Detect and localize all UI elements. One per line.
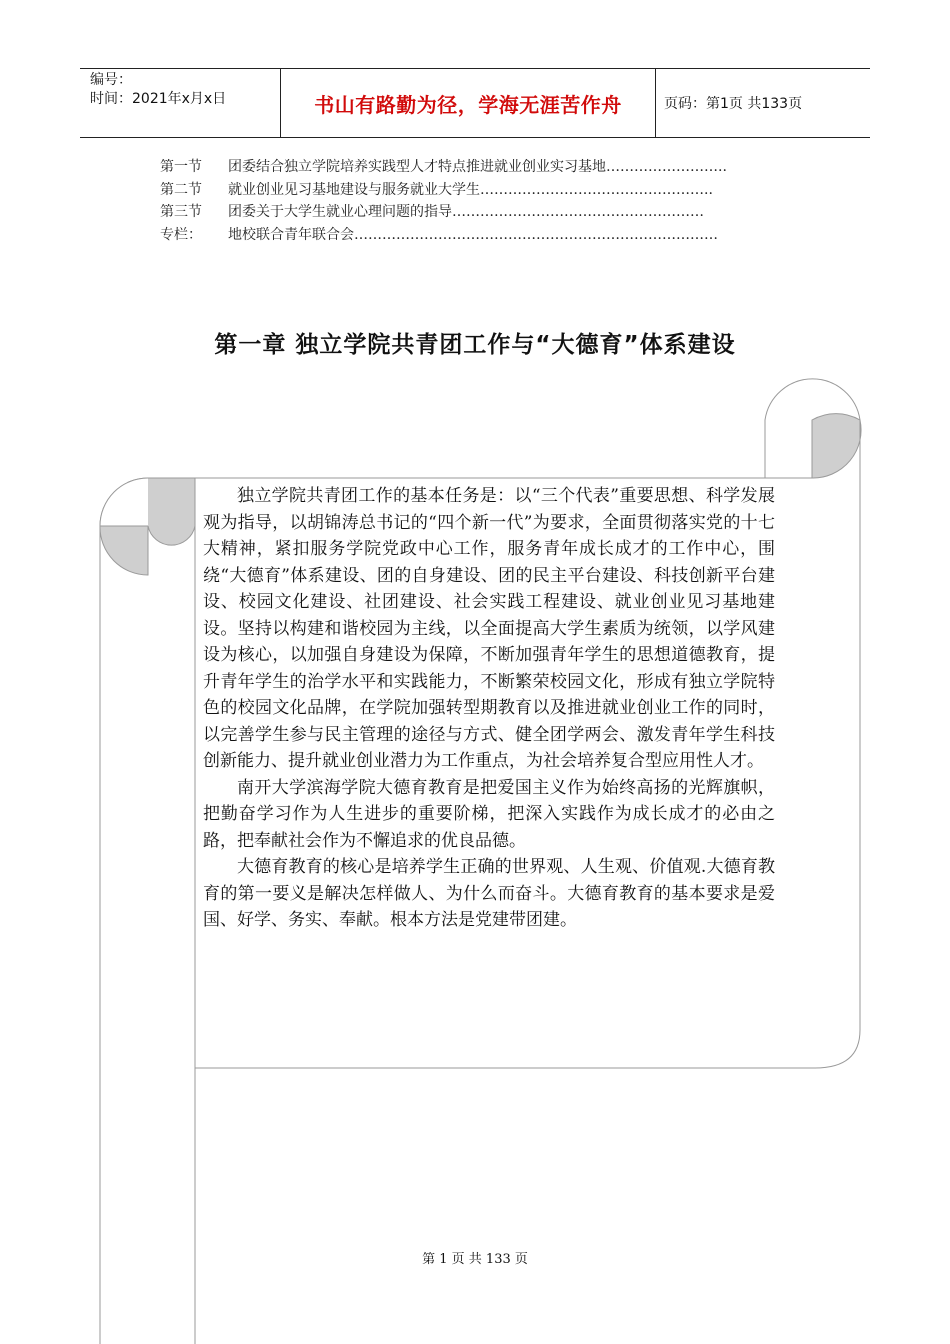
toc-entry-label: 第三节 <box>160 204 202 220</box>
page-footer: 第 1 页 共 133 页 <box>422 1252 528 1267</box>
body-paragraph: 独立学院共青团工作的基本任务是：以“三个代表”重要思想、科学发展观为指导，以胡锦涛总书记的“四个新一代”为要求，全面贯彻落实党的十七大精神，紧扣服务学院党政中心工作，服务青年成长成才的工作中心，围绕“大德育”体系建设、团的自身建设、团的民主平台建设、科技创新平台建设、校园文化建设、社团建设、社会实践工程建设、就业创业见习基地建设。坚持以构建和谐校园为主线，以全面提高大学生素质为统领，以学风建设为核心，以加强自身建设为保障，不断加强青年学生的思想道德教育，提升青年学生的治学水平和实践能力，不断繁荣校园文化，形成有独立学院特色的校园文化品牌，在学院加强转型期教育以及推进就业创业工作的同时，以完善学生参与民主管理的途径与方式、健全团学两会、激发青年学生科技创新能力、提升就业创业潜力为工作重点，为社会培养复合型应用性人才。 <box>203 486 775 771</box>
toc-entry-label: 第二节 <box>160 181 202 198</box>
toc-entry-title: 就业创业见习基地建设与服务就业大学生 <box>228 181 480 198</box>
toc-entry-leader: …………………………………………………………………… <box>354 226 718 243</box>
header-time-label: 时间：2021年x月x日 <box>90 91 227 107</box>
body-paragraph: 大德育教育的核心是培养学生正确的世界观、人生观、价值观.大德育教育的第一要义是解决怎样做人、为什么而奋斗。大德育教育的基本要求是爱国、好学、务实、奉献。根本方法是党建带团建。 <box>203 857 775 930</box>
scroll-curl-left-shade <box>100 526 148 575</box>
header-page-number: 页码：第1页 共133页 <box>664 96 803 112</box>
chapter-body <box>203 483 775 934</box>
toc-entry-leader: ……………………………………………… <box>452 204 704 220</box>
toc-entry-leader: ………………………………………….. <box>480 181 713 198</box>
scroll-curl-left-fold <box>148 478 195 545</box>
toc-entry-title: 团委结合独立学院培养实践型人才特点推进就业创业实习基地 <box>228 159 606 175</box>
header-motto: 书山有路勤为径，学海无涯苦作舟 <box>314 92 622 117</box>
scroll-roll-left <box>100 478 195 1344</box>
toc-entry-label: 第一节 <box>160 159 202 175</box>
body-paragraph: 南开大学滨海学院大德育教育是把爱国主义作为始终高扬的光辉旗帜，把勤奋学习作为人生进步的重要阶梯，把深入实践作为成长成才的必由之路，把奉献社会作为不懈追求的优良品德。 <box>203 777 775 851</box>
chapter-title: 第一章 独立学院共青团工作与“大德育”体系建设 <box>214 332 736 358</box>
toc-entry-title: 地校联合青年联合会 <box>228 226 354 243</box>
toc-entry-label: 专栏： <box>160 226 202 243</box>
scroll-curl-top-right <box>812 414 861 478</box>
toc-entry-title: 团委关于大学生就业心理问题的指导 <box>228 204 452 220</box>
toc-entry-leader: …………………….. <box>606 159 727 175</box>
header-number-label: 编号： <box>90 72 132 88</box>
